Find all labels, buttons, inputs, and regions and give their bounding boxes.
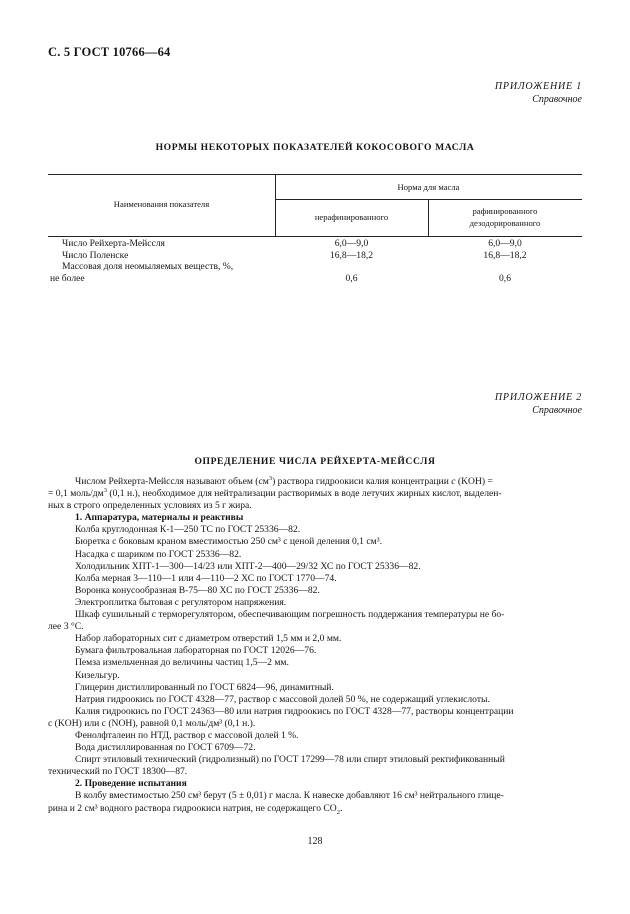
table-row-2-b: 16,8—18,2 [483, 249, 527, 261]
table-row-1-name: Число Рейхерта-Мейссля [62, 238, 165, 249]
appendix-2-label [495, 391, 582, 417]
table-row-1-a: 6,0—9,0 [334, 238, 369, 249]
list-item-cont: c (KOH) или c (NOH), равной 0,1 моль/дм³ (0,1 н.). [48, 717, 256, 729]
table-row-3-b: 0,6 [499, 272, 511, 284]
list-item-cont: лее 3 °С. [48, 621, 84, 633]
list-item: Колба мерная 3—110—1 или 4—110—2 ХС по ГОСТ 1770—74. [75, 572, 337, 584]
section-2-title: ОПРЕДЕЛЕНИЕ ЧИСЛА РЕЙХЕРТА-МЕЙССЛЯ [194, 456, 436, 467]
page-number: 128 [307, 836, 323, 847]
list-item: Натрия гидроокись по ГОСТ 4328—77, раствор с массовой долей 50 %, не содержащий углекислоты. [75, 693, 490, 705]
test-line-1: В колбу вместимостью 250 см³ берут (5 ± 0,01) г масла. К навеске добавляют 16 см³ нейтрального глице- [75, 790, 504, 802]
test-line-2: рина и 2 см³ водного раствора гидроокиси натрия, не содержащего $CO_2$. [48, 802, 343, 816]
list-item: Холодильник ХПТ-1—300—14/23 или ХПТ-2—400—29/32 ХС по ГОСТ 25336—82. [75, 560, 421, 572]
list-item: Бюретка с боковым краном вместимостью 250 см³ с ценой деления 0,1 см³. [75, 536, 382, 548]
appendix-2-subtitle: Справочное [532, 405, 582, 416]
table-col-name: Наименования показателя [113, 199, 210, 209]
list-item: Набор лабораторных сит с диаметром отверстий 1,5 мм и 2,0 мм. [75, 633, 342, 645]
list-item: Глицерин дистиллированный по ГОСТ 6824—96, динамитный. [75, 681, 334, 693]
section-heading-2: 2. Проведение испытания [75, 778, 187, 790]
table-row-3-a: 0,6 [345, 272, 358, 284]
list-item: Пемза измельченная до величины частиц 1,5—2 мм. [75, 657, 289, 669]
list-item: Шкаф сушильный с терморегулятором, обеспечивающим погрешность поддержания температуры не бо- [75, 609, 505, 621]
list-item: Электроплитка бытовая с регулятором напряжения. [75, 596, 287, 608]
list-item: Вода дистиллированная по ГОСТ 6709—72. [75, 742, 256, 754]
list-item: Калия гидроокись по ГОСТ 24363—80 или натрия гидроокись по ГОСТ 4328—77, растворы концентрации [75, 705, 514, 717]
page-header: С. 5 ГОСТ 10766—64 [48, 45, 171, 59]
intro-line-2: = 0,1 моль/$дм^3$ (0,1 н.), необходимое для нейтрализации растворимых в воде летучих жирных кислот, выделен- [48, 486, 502, 500]
appendix-1-label [495, 80, 582, 106]
appendix-1-subtitle: Справочное [532, 94, 582, 105]
list-item-cont: технический по ГОСТ 18300—87. [48, 766, 188, 778]
list-item: Колба круглодонная К-1—250 ТС по ГОСТ 25336—82. [75, 524, 301, 536]
table-col-b: рафинированного дезодорированного [469, 206, 541, 228]
table-top-rule [48, 174, 582, 175]
intro-line-3: ных в строго определенных условиях из 5 г жира. [48, 500, 252, 512]
section-heading-1: 1. Аппаратура, материалы и реактивы [75, 512, 244, 524]
table-header-rule [48, 236, 582, 237]
table-row-2-a: 16,8—18,2 [329, 249, 374, 261]
table-col-a: нерафинированного [314, 212, 389, 222]
table-row-3-name-1: Массовая доля неомыляемых веществ, %, [62, 261, 234, 272]
table-row-3-name-2: не более [50, 272, 85, 284]
list-item: Насадка с шариком по ГОСТ 25336—82. [75, 548, 242, 560]
appendix-2-title: ПРИЛОЖЕНИЕ 2 [494, 392, 582, 403]
appendix-1-title: ПРИЛОЖЕНИЕ 1 [494, 81, 582, 92]
intro-line-1: Числом Рейхерта-Мейссля называют объем $(см^3)$ раствора гидроокиси калия концентрации c (KOH) = [75, 474, 493, 487]
list-item: Воронка конусообразная В-75—80 ХС по ГОСТ 25336—82. [75, 584, 320, 596]
list-item: Фенолфталеин по НТД, раствор с массовой долей 1 %. [75, 729, 299, 741]
list-item: Бумага фильтровальная лабораторная по ГОСТ 12026—76. [75, 645, 317, 657]
table-row-1-b: 6,0—9,0 [488, 238, 522, 249]
list-item: Кизельгур. [75, 669, 120, 681]
table-col-group: Норма для масла [397, 182, 460, 192]
section-1-title: НОРМЫ НЕКОТОРЫХ ПОКАЗАТЕЛЕЙ КОКОСОВОГО МАСЛА [155, 142, 475, 153]
body-text [48, 476, 584, 815]
table-row-2-name: Число Поленске [62, 249, 129, 261]
list-item: Спирт этиловый технический (гидролизный) по ГОСТ 17299—78 или спирт этиловый ректификованный [75, 754, 505, 766]
